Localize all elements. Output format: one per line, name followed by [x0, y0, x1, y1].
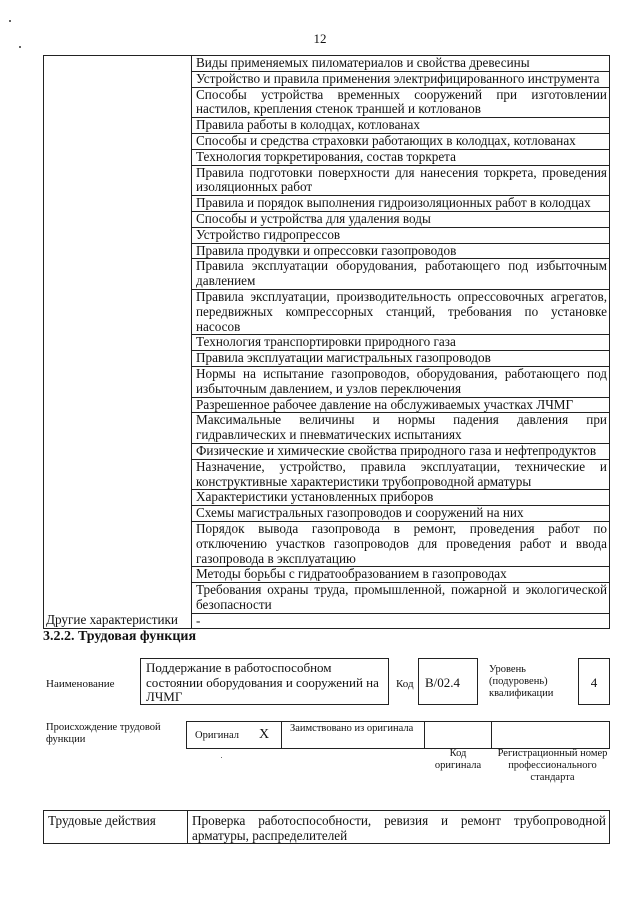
requirement-label-cell [44, 413, 192, 444]
level-value: 4 [590, 675, 598, 690]
requirement-label-cell [44, 351, 192, 367]
origin-label: Происхождение трудовой функции [46, 722, 161, 745]
level-label: Уровень (подуровень) квалификации [489, 664, 554, 699]
requirement-label-cell [44, 521, 192, 566]
requirement-text: Устройство гидропрессов [192, 227, 610, 243]
borrowed-label: Заимствовано из оригинала [290, 723, 414, 734]
requirement-row [44, 506, 610, 522]
section-title: 3.2.2. Трудовая функция [43, 629, 197, 644]
requirement-text: Способы и устройства для удаления воды [192, 211, 610, 227]
name-label: Наименование [46, 678, 115, 690]
requirement-row [44, 165, 610, 196]
original-label: Оригинал [195, 730, 239, 741]
requirement-row [44, 335, 610, 351]
requirement-row [44, 149, 610, 165]
requirement-label-cell [44, 227, 192, 243]
requirement-text: Правила эксплуатации, производительность опрессовочных агрегатов, передвижных компрессорных станций, требования по установке насосов [192, 289, 610, 334]
requirement-label-cell [44, 211, 192, 227]
reg-caption: Регистрационный номер профессионального стандарта [497, 748, 608, 783]
requirement-text: Правила эксплуатации оборудования, работающего под избыточным давлением [192, 259, 610, 290]
requirement-row [44, 521, 610, 566]
scan-speck [221, 757, 222, 758]
requirement-row [44, 366, 610, 397]
other-characteristics-row [44, 613, 610, 629]
requirement-label-cell [44, 87, 192, 118]
requirement-text: Методы борьбы с гидратообразованием в газопроводах [192, 567, 610, 583]
requirement-label-cell [44, 583, 192, 614]
code-value: В/02.4 [425, 675, 461, 690]
requirement-label-cell [44, 196, 192, 212]
requirement-row [44, 490, 610, 506]
requirement-text: Способы и средства страховки работающих в колодцах, котлованах [192, 133, 610, 149]
requirement-row [44, 87, 610, 118]
requirement-label-cell [44, 243, 192, 259]
requirement-label-cell [44, 567, 192, 583]
requirement-label-cell [44, 56, 192, 72]
requirement-text: Технология транспортировки природного газа [192, 335, 610, 351]
requirement-label-cell [44, 459, 192, 490]
origin-code-cell [424, 721, 492, 749]
requirement-text: Характеристики установленных приборов [192, 490, 610, 506]
page-number: 12 [313, 31, 327, 46]
level-box [578, 658, 610, 705]
requirement-text: Физические и химические свойства природного газа и нефтепродуктов [192, 443, 610, 459]
requirement-label-cell [44, 118, 192, 134]
requirement-label-cell [44, 490, 192, 506]
requirement-text: Требования охраны труда, промышленной, пожарной и экологической безопасности [192, 583, 610, 614]
code-box [418, 658, 478, 705]
code-label: Код [396, 678, 414, 690]
requirement-row [44, 118, 610, 134]
requirement-row [44, 243, 610, 259]
requirement-label-cell [44, 71, 192, 87]
original-mark: X [259, 727, 270, 742]
actions-table [43, 810, 610, 844]
requirement-label-cell [44, 165, 192, 196]
original-cell [186, 721, 282, 749]
requirement-row [44, 196, 610, 212]
requirement-row [44, 71, 610, 87]
requirement-row [44, 351, 610, 367]
requirement-label-cell [44, 289, 192, 334]
requirement-row [44, 289, 610, 334]
code-caption: Код оригинала [434, 748, 482, 771]
actions-row [44, 811, 610, 844]
function-name-value: Поддержание в работоспособном состоянии оборудования и сооружений на ЛЧМГ [146, 660, 379, 704]
requirement-text: Назначение, устройство, правила эксплуатации, технические и конструктивные характеристики трубопроводной арматуры [192, 459, 610, 490]
requirement-text: Порядок вывода газопровода в ремонт, проведения работ по отключению участков газопроводов для проведения работ и ввода газопровода в эксплуатацию [192, 521, 610, 566]
requirement-text: Правила работы в колодцах, котлованах [192, 118, 610, 134]
other-characteristics-label: Другие характеристики [44, 613, 192, 629]
requirement-text: Способы устройства временных сооружений при изготовлении настилов, крепления стенок траншей и котлованов [192, 87, 610, 118]
requirement-label-cell [44, 259, 192, 290]
requirement-row [44, 133, 610, 149]
other-characteristics-value: - [192, 613, 610, 629]
requirement-row [44, 413, 610, 444]
requirement-label-cell [44, 366, 192, 397]
requirement-row [44, 227, 610, 243]
requirement-text: Нормы на испытание газопроводов, оборудования, работающего под избыточным давлением, и узлов переключения [192, 366, 610, 397]
requirement-label-cell [44, 397, 192, 413]
requirement-text: Правила и порядок выполнения гидроизоляционных работ в колодцах [192, 196, 610, 212]
requirement-label-cell [44, 149, 192, 165]
actions-label: Трудовые действия [44, 811, 188, 844]
requirement-text: Устройство и правила применения электрифицированного инструмента [192, 71, 610, 87]
requirement-row [44, 583, 610, 614]
borrowed-cell [281, 721, 425, 749]
scan-speck [19, 46, 21, 48]
requirement-text: Виды применяемых пиломатериалов и свойства древесины [192, 56, 610, 72]
scan-speck [9, 20, 11, 22]
requirement-row [44, 443, 610, 459]
requirement-row [44, 567, 610, 583]
requirement-text: Максимальные величины и нормы падения давления при гидравлических и пневматических испытаниях [192, 413, 610, 444]
requirement-text: Схемы магистральных газопроводов и сооружений на них [192, 506, 610, 522]
function-name-box [140, 658, 389, 705]
requirement-text: Правила эксплуатации магистральных газопроводов [192, 351, 610, 367]
requirement-row [44, 56, 610, 72]
actions-value: Проверка работоспособности, ревизия и ремонт трубопроводной арматуры, распределителей [188, 811, 610, 844]
reg-number-cell [491, 721, 610, 749]
requirement-label-cell [44, 506, 192, 522]
requirement-text: Правила продувки и опрессовки газопроводов [192, 243, 610, 259]
requirement-row [44, 459, 610, 490]
requirement-row [44, 259, 610, 290]
requirement-text: Правила подготовки поверхности для нанесения торкрета, проведения изоляционных работ [192, 165, 610, 196]
requirement-label-cell [44, 335, 192, 351]
requirement-row [44, 397, 610, 413]
requirement-label-cell [44, 443, 192, 459]
requirement-text: Разрешенное рабочее давление на обслуживаемых участках ЛЧМГ [192, 397, 610, 413]
requirements-table [43, 55, 610, 629]
requirement-label-cell [44, 133, 192, 149]
requirement-row [44, 211, 610, 227]
requirement-text: Технология торкретирования, состав торкрета [192, 149, 610, 165]
